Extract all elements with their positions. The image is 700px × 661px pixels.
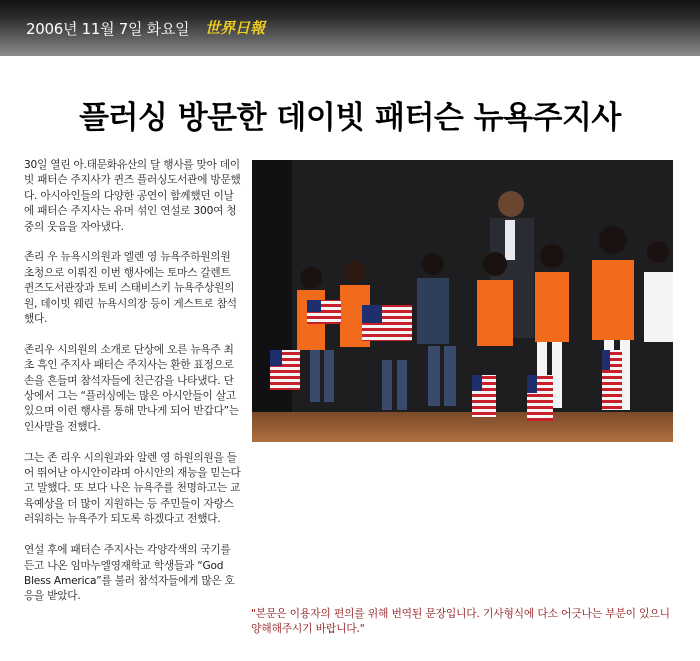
issue-date: 2006년 11월 7일 화요일 [26, 20, 190, 38]
article-paragraph: 존리 우 뉴욕시의원과 엘렌 영 뉴욕주하원의원 초청으로 이뤄진 이번 행사에는 토마스 갈렌트 퀸즈도서관장과 토비 스태비스키 뉴욕주상원의원, 데이빗 웨린 뉴욕시의장 등이 게스트로 참석했다. [24, 251, 237, 326]
article-body [24, 158, 242, 620]
article-paragraph: 연설 후에 패터슨 주지사는 각양각색의 국기를 든고 나온 임마누엘영재학교 학생들과 “God Bless America”를 불러 참석자들에게 많은 호응을 받았다. [24, 544, 235, 603]
header-bar [0, 0, 700, 56]
headline: 플러싱 방문한 데이빗 패터슨 뉴욕주지사 [79, 100, 621, 136]
translation-note: "본문은 이용자의 편의를 위해 번역된 문장입니다. 기사형식에 다소 어긋나는 부분이 있으니 양해해주시기 바랍니다." [251, 607, 670, 635]
article-photo [252, 160, 673, 442]
article-paragraph: 존리우 시의원의 소개로 단상에 오른 뉴욕주 최초 흑인 주지사 패터슨 주지사는 환한 표정으로 손을 흔들며 참석자들에 친근감을 나타냈다. 단상에서 그는 “플러싱에는 많은 아시안들이 살고 있으며 이런 행사를 통해 만나게 되어 반갑다”는 인사말을 전했다. [24, 343, 239, 433]
article-paragraph: 그는 존 리우 시의원과와 알렌 영 하원의원을 들어 뛰어난 아시안이라며 아시안의 재능을 믿는다고 말했다. 또 보다 나은 뉴욕주를 천명하고는 교육예상을 더 많이 지원하는 등 주민들이 자랑스러워하는 뉴욕주가 되도록 하겠다고 전했다. [24, 451, 241, 526]
article-paragraph: 30일 열린 아.태문화유산의 달 행사를 맞아 데이빗 패터슨 주지사가 퀸즈 플러싱도서관에 방문했다. 아시아인들의 다양한 공연이 함께했던 이날에 패터슨 주지사는 유머 섞인 연설로 300여 청중의 웃음을 자아냈다. [24, 159, 241, 233]
newspaper-name: 世界日報 [205, 19, 266, 37]
